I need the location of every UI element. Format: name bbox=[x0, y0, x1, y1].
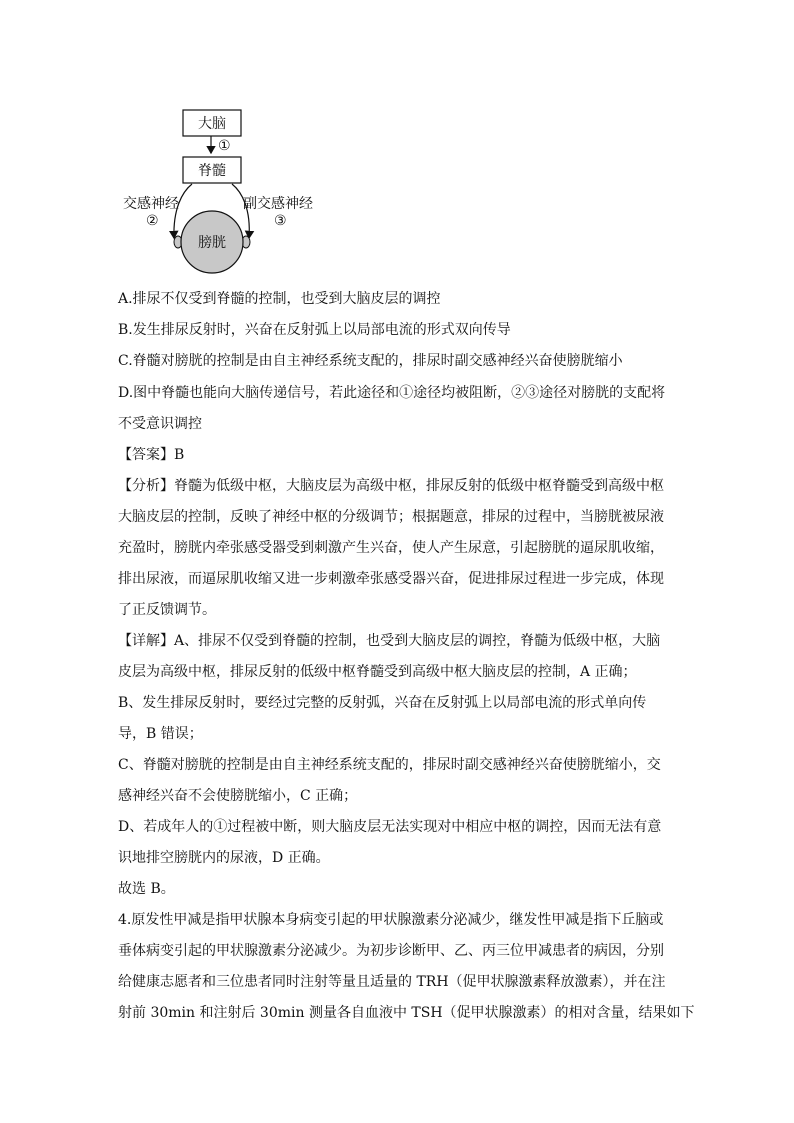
question4-line: 4.原发性甲减是指甲状腺本身病变引起的甲状腺激素分泌减少，继发性甲减是指下丘脑或 bbox=[118, 912, 664, 928]
option-b: B.发生排尿反射时，兴奋在反射弧上以局部电流的形式双向传导 bbox=[118, 322, 511, 338]
analysis-line: 充盈时，膀胱内牵张感受器受到刺激产生兴奋，使人产生尿意，引起膀胱的逼尿肌收缩， bbox=[118, 540, 664, 556]
analysis-line: 排出尿液，而逼尿肌收缩又进一步刺激牵张感受器兴奋，促进排尿过程进一步完成，体现 bbox=[118, 571, 664, 587]
detail-line: 识地排空膀胱内的尿液，D 正确。 bbox=[118, 850, 330, 866]
question4-line: 射前 30min 和注射后 30min 测量各自血液中 TSH（促甲状腺激素）的相对含量，结果如下 bbox=[118, 1005, 695, 1021]
conclusion-line: 故选 B。 bbox=[118, 881, 175, 897]
option-d: D.图中脊髓也能向大脑传递信号，若此途径和①途径均被阻断，②③途径对膀胱的支配将 bbox=[118, 385, 666, 401]
option-a: A.排尿不仅受到脊髓的控制，也受到大脑皮层的调控 bbox=[118, 291, 441, 307]
detail-line: 皮层为高级中枢，排尿反射的低级中枢脊髓受到高级中枢大脑皮层的控制，A 正确； bbox=[118, 664, 637, 680]
path1-label: ① bbox=[218, 138, 231, 154]
option-c: C.脊髓对膀胱的控制是由自主神经系统支配的，排尿时副交感神经兴奋使膀胱缩小 bbox=[118, 353, 623, 369]
path3-label: ③ bbox=[274, 213, 287, 229]
bladder-label: 膀胱 bbox=[198, 235, 226, 251]
option-d-cont: 不受意识调控 bbox=[118, 416, 202, 432]
analysis-line: 大脑皮层的控制，反映了神经中枢的分级调节；根据题意，排尿的过程中，当膀胱被尿液 bbox=[118, 509, 664, 525]
answer-line: 【答案】B bbox=[118, 447, 185, 463]
spinal-cord-label: 脊髓 bbox=[198, 163, 226, 179]
detail-line: 【详解】A、排尿不仅受到脊髓的控制，也受到大脑皮层的调控，脊髓为低级中枢，大脑 bbox=[118, 633, 661, 649]
brain-label: 大脑 bbox=[198, 116, 226, 132]
analysis-line: 了正反馈调节。 bbox=[118, 602, 216, 618]
detail-line: 感神经兴奋不会使膀胱缩小，C 正确； bbox=[118, 788, 358, 804]
path2-label: ② bbox=[146, 213, 159, 229]
detail-line: B、发生排尿反射时，要经过完整的反射弧，兴奋在反射弧上以局部电流的形式单向传 bbox=[118, 695, 647, 711]
sympathetic-label: 交感神经 bbox=[123, 196, 179, 212]
parasympathetic-label: 副交感神经 bbox=[243, 196, 313, 212]
question4-line: 垂体病变引起的甲状腺激素分泌减少。为初步诊断甲、乙、丙三位甲减患者的病因，分别 bbox=[118, 943, 664, 959]
detail-line: C、脊髓对膀胱的控制是由自主神经系统支配的，排尿时副交感神经兴奋使膀胱缩小，交 bbox=[118, 757, 661, 773]
analysis-line: 【分析】脊髓为低级中枢，大脑皮层为高级中枢，排尿反射的低级中枢脊髓受到高级中枢 bbox=[118, 478, 664, 494]
detail-line: D、若成年人的①过程被中断，则大脑皮层无法实现对中相应中枢的调控，因而无法有意 bbox=[118, 819, 662, 835]
question4-line: 给健康志愿者和三位患者同时注射等量且适量的 TRH（促甲状腺激素释放激素），并在注 bbox=[118, 974, 666, 990]
nerve-control-diagram bbox=[110, 104, 340, 276]
diagram-svg bbox=[110, 104, 340, 276]
detail-line: 导，B 错误； bbox=[118, 726, 203, 742]
